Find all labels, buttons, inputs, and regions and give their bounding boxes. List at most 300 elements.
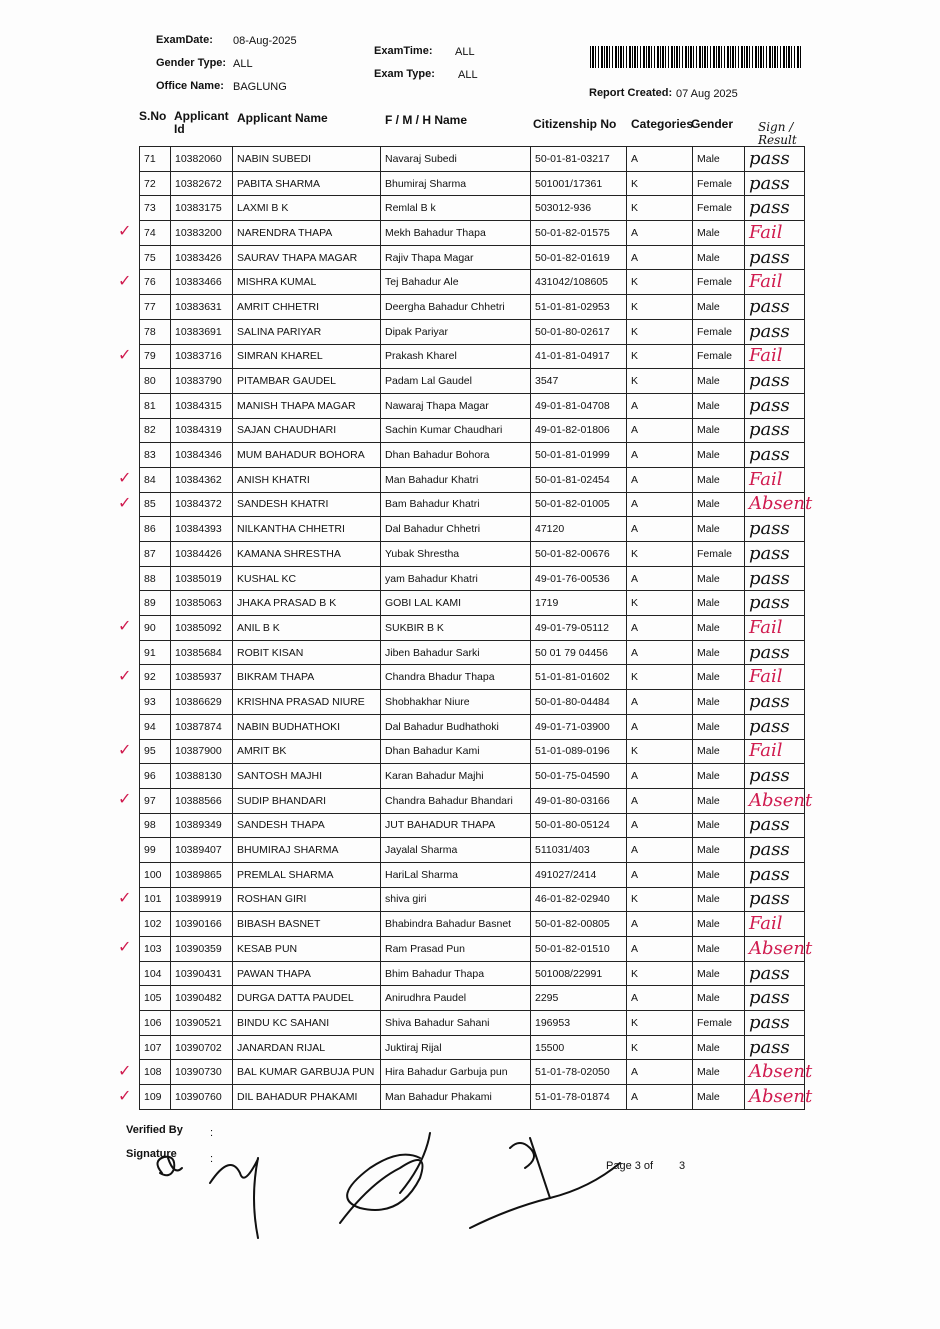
row-category: K — [627, 665, 693, 690]
red-tick-mark: ✓ — [118, 272, 132, 290]
row-sno: 100 — [140, 862, 171, 887]
row-applicant-id: 10389407 — [171, 838, 233, 863]
row-gender: Male — [693, 640, 745, 665]
row-citizenship: 50-01-82-01619 — [531, 245, 627, 270]
row-applicant-name: BIKRAM THAPA — [233, 665, 381, 690]
row-applicant-id: 10390521 — [171, 1011, 233, 1036]
row-citizenship: 49-01-76-00536 — [531, 566, 627, 591]
table-row — [140, 418, 805, 443]
row-gender: Male — [693, 591, 745, 616]
row-fmh-name: Anirudhra Paudel — [381, 986, 531, 1011]
row-fmh-name: Man Bahadur Khatri — [381, 467, 531, 492]
row-category: K — [627, 887, 693, 912]
row-result: Absent — [745, 492, 805, 517]
row-category: A — [627, 393, 693, 418]
verified-by-colon: : — [210, 1127, 214, 1139]
row-applicant-id: 10390702 — [171, 1035, 233, 1060]
row-fmh-name: Jiben Bahadur Sarki — [381, 640, 531, 665]
table-row — [140, 492, 805, 517]
row-category: A — [627, 443, 693, 468]
row-fmh-name: Shiva Bahadur Sahani — [381, 1011, 531, 1036]
row-applicant-name: KRISHNA PRASAD NIURE — [233, 690, 381, 715]
row-applicant-name: PABITA SHARMA — [233, 171, 381, 196]
row-result: Fail — [745, 221, 805, 246]
row-applicant-name: NILKANTHA CHHETRI — [233, 517, 381, 542]
row-sno: 81 — [140, 393, 171, 418]
row-applicant-id: 10390760 — [171, 1085, 233, 1110]
gender-type-value: ALL — [233, 58, 253, 70]
row-category: A — [627, 245, 693, 270]
office-name-label: Office Name: — [156, 80, 224, 92]
row-sno: 99 — [140, 838, 171, 863]
table-row — [140, 616, 805, 641]
row-fmh-name: Sachin Kumar Chaudhari — [381, 418, 531, 443]
table-row — [140, 295, 805, 320]
row-citizenship: 196953 — [531, 1011, 627, 1036]
row-applicant-id: 10385092 — [171, 616, 233, 641]
row-applicant-name: PREMLAL SHARMA — [233, 862, 381, 887]
row-sno: 83 — [140, 443, 171, 468]
table-row — [140, 221, 805, 246]
row-result: pass — [745, 961, 805, 986]
row-applicant-id: 10390431 — [171, 961, 233, 986]
row-sno: 91 — [140, 640, 171, 665]
table-row — [140, 1035, 805, 1060]
row-result: pass — [745, 369, 805, 394]
row-category: A — [627, 912, 693, 937]
row-citizenship: 431042/108605 — [531, 270, 627, 295]
row-citizenship: 51-01-81-02953 — [531, 295, 627, 320]
row-category: A — [627, 1085, 693, 1110]
row-applicant-name: SALINA PARIYAR — [233, 319, 381, 344]
table-row — [140, 393, 805, 418]
row-gender: Male — [693, 393, 745, 418]
table-row — [140, 838, 805, 863]
row-sno: 79 — [140, 344, 171, 369]
row-gender: Male — [693, 665, 745, 690]
table-row — [140, 319, 805, 344]
row-citizenship: 50-01-82-01510 — [531, 937, 627, 962]
row-applicant-name: PAWAN THAPA — [233, 961, 381, 986]
red-tick-mark: ✓ — [118, 890, 132, 907]
row-category: K — [627, 1035, 693, 1060]
row-citizenship: 50-01-82-00676 — [531, 542, 627, 567]
row-category: A — [627, 616, 693, 641]
row-result: pass — [745, 542, 805, 567]
row-fmh-name: Tej Bahadur Ale — [381, 270, 531, 295]
row-result: Absent — [745, 788, 805, 813]
row-sno: 107 — [140, 1035, 171, 1060]
row-applicant-id: 10385937 — [171, 665, 233, 690]
row-citizenship: 50-01-80-04484 — [531, 690, 627, 715]
row-category: A — [627, 764, 693, 789]
row-category: K — [627, 344, 693, 369]
row-applicant-id: 10383631 — [171, 295, 233, 320]
row-category: A — [627, 937, 693, 962]
row-sno: 108 — [140, 1060, 171, 1085]
row-result: pass — [745, 690, 805, 715]
row-gender: Male — [693, 147, 745, 172]
row-sno: 71 — [140, 147, 171, 172]
row-sno: 86 — [140, 517, 171, 542]
row-category: A — [627, 862, 693, 887]
table-row — [140, 517, 805, 542]
row-fmh-name: Bhim Bahadur Thapa — [381, 961, 531, 986]
row-gender: Male — [693, 492, 745, 517]
row-category: A — [627, 640, 693, 665]
row-fmh-name: JUT BAHADUR THAPA — [381, 813, 531, 838]
row-gender: Female — [693, 542, 745, 567]
row-citizenship: 49-01-82-01806 — [531, 418, 627, 443]
row-applicant-id: 10389865 — [171, 862, 233, 887]
row-category: A — [627, 788, 693, 813]
red-tick-mark: ✓ — [118, 494, 132, 512]
table-row — [140, 937, 805, 962]
col-sno: S.No — [139, 109, 167, 123]
row-sno: 72 — [140, 171, 171, 196]
row-gender: Male — [693, 862, 745, 887]
table-row — [140, 369, 805, 394]
row-fmh-name: Yubak Shrestha — [381, 542, 531, 567]
row-result: pass — [745, 393, 805, 418]
row-applicant-id: 10390166 — [171, 912, 233, 937]
row-category: A — [627, 986, 693, 1011]
row-fmh-name: Dal Bahadur Chhetri — [381, 517, 531, 542]
red-tick-mark: ✓ — [118, 791, 132, 809]
row-result: Fail — [745, 344, 805, 369]
row-sno: 78 — [140, 319, 171, 344]
row-category: A — [627, 517, 693, 542]
row-gender: Male — [693, 517, 745, 542]
row-citizenship: 49-01-79-05112 — [531, 616, 627, 641]
row-category: K — [627, 542, 693, 567]
red-tick-mark: ✓ — [118, 346, 132, 364]
row-citizenship: 15500 — [531, 1035, 627, 1060]
row-citizenship: 1719 — [531, 591, 627, 616]
table-row — [140, 986, 805, 1011]
table-row — [140, 171, 805, 196]
row-sno: 106 — [140, 1011, 171, 1036]
row-fmh-name: SUKBIR B K — [381, 616, 531, 641]
gender-type-label: Gender Type: — [156, 57, 227, 69]
row-applicant-id: 10385019 — [171, 566, 233, 591]
row-fmh-name: Deergha Bahadur Chhetri — [381, 295, 531, 320]
row-applicant-name: BHUMIRAJ SHARMA — [233, 838, 381, 863]
row-gender: Male — [693, 714, 745, 739]
row-result: Fail — [745, 616, 805, 641]
row-result: Fail — [745, 739, 805, 764]
table-row — [140, 196, 805, 221]
handwritten-signatures-image — [150, 1128, 620, 1238]
row-sno: 75 — [140, 245, 171, 270]
row-citizenship: 50 01 79 04456 — [531, 640, 627, 665]
col-citizenship: Citizenship No — [533, 117, 617, 131]
row-applicant-name: BAL KUMAR GARBUJA PUN — [233, 1060, 381, 1085]
row-applicant-name: MANISH THAPA MAGAR — [233, 393, 381, 418]
row-fmh-name: Jayalal Sharma — [381, 838, 531, 863]
row-sno: 89 — [140, 591, 171, 616]
red-tick-mark: ✓ — [118, 223, 132, 241]
row-applicant-name: PITAMBAR GAUDEL — [233, 369, 381, 394]
row-fmh-name: Man Bahadur Phakami — [381, 1085, 531, 1110]
red-tick-mark: ✓ — [118, 1062, 132, 1080]
page-label: Page 3 of — [606, 1160, 654, 1172]
row-gender: Female — [693, 319, 745, 344]
row-fmh-name: Dal Bahadur Budhathoki — [381, 714, 531, 739]
row-gender: Male — [693, 788, 745, 813]
row-gender: Male — [693, 1085, 745, 1110]
table-row — [140, 344, 805, 369]
row-applicant-name: SAURAV THAPA MAGAR — [233, 245, 381, 270]
table-row — [140, 591, 805, 616]
row-gender: Male — [693, 616, 745, 641]
row-result: pass — [745, 245, 805, 270]
col-applicant-name: Applicant Name — [237, 111, 328, 125]
row-applicant-name: ANISH KHATRI — [233, 467, 381, 492]
table-row — [140, 862, 805, 887]
row-sno: 88 — [140, 566, 171, 591]
row-category: A — [627, 838, 693, 863]
row-citizenship: 50-01-82-01005 — [531, 492, 627, 517]
applicant-rows — [140, 147, 813, 1110]
row-citizenship: 50-01-80-05124 — [531, 813, 627, 838]
row-applicant-id: 10386629 — [171, 690, 233, 715]
row-applicant-name: DIL BAHADUR PHAKAMI — [233, 1085, 381, 1110]
row-sno: 102 — [140, 912, 171, 937]
row-result: Fail — [745, 912, 805, 937]
row-result: pass — [745, 591, 805, 616]
row-citizenship: 51-01-78-01874 — [531, 1085, 627, 1110]
row-applicant-name: AMRIT BK — [233, 739, 381, 764]
row-applicant-id: 10382672 — [171, 171, 233, 196]
row-citizenship: 50-01-81-01999 — [531, 443, 627, 468]
row-gender: Male — [693, 221, 745, 246]
row-gender: Male — [693, 566, 745, 591]
row-sno: 103 — [140, 937, 171, 962]
row-applicant-id: 10384393 — [171, 517, 233, 542]
row-citizenship: 50-01-80-02617 — [531, 319, 627, 344]
col-gender: Gender — [691, 117, 734, 131]
row-result: pass — [745, 147, 805, 172]
row-fmh-name: Rajiv Thapa Magar — [381, 245, 531, 270]
row-applicant-name: NABIN SUBEDI — [233, 147, 381, 172]
row-citizenship: 3547 — [531, 369, 627, 394]
row-gender: Male — [693, 937, 745, 962]
row-applicant-name: MISHRA KUMAL — [233, 270, 381, 295]
row-gender: Male — [693, 443, 745, 468]
table-row — [140, 739, 805, 764]
row-gender: Male — [693, 838, 745, 863]
row-category: K — [627, 961, 693, 986]
row-citizenship: 51-01-78-02050 — [531, 1060, 627, 1085]
row-citizenship: 46-01-82-02940 — [531, 887, 627, 912]
row-result: pass — [745, 714, 805, 739]
row-applicant-name: LAXMI B K — [233, 196, 381, 221]
row-applicant-id: 10387874 — [171, 714, 233, 739]
row-result: pass — [745, 418, 805, 443]
row-citizenship: 511031/403 — [531, 838, 627, 863]
row-fmh-name: shiva giri — [381, 887, 531, 912]
row-sno: 109 — [140, 1085, 171, 1110]
row-sno: 87 — [140, 542, 171, 567]
row-gender: Female — [693, 1011, 745, 1036]
row-category: K — [627, 369, 693, 394]
row-sno: 80 — [140, 369, 171, 394]
table-row — [140, 566, 805, 591]
row-applicant-name: BIBASH BASNET — [233, 912, 381, 937]
row-applicant-id: 10388566 — [171, 788, 233, 813]
row-category: A — [627, 467, 693, 492]
row-fmh-name: Bhabindra Bahadur Basnet — [381, 912, 531, 937]
row-applicant-id: 10390730 — [171, 1060, 233, 1085]
table-row — [140, 467, 805, 492]
row-category: K — [627, 739, 693, 764]
red-tick-mark: ✓ — [118, 667, 132, 685]
row-fmh-name: Hira Bahadur Garbuja pun — [381, 1060, 531, 1085]
table-row — [140, 1060, 805, 1085]
row-applicant-id: 10384315 — [171, 393, 233, 418]
row-gender: Male — [693, 369, 745, 394]
row-applicant-name: SAJAN CHAUDHARI — [233, 418, 381, 443]
row-applicant-name: SANDESH KHATRI — [233, 492, 381, 517]
row-gender: Male — [693, 887, 745, 912]
row-gender: Male — [693, 764, 745, 789]
barcode-image — [590, 46, 802, 68]
table-row — [140, 443, 805, 468]
row-applicant-name: JANARDAN RIJAL — [233, 1035, 381, 1060]
col-sign-result: Sign / Result — [758, 120, 797, 147]
row-result: pass — [745, 986, 805, 1011]
row-sno: 90 — [140, 616, 171, 641]
col-applicant-id: Applicant Id — [174, 109, 229, 136]
row-result: Absent — [745, 1060, 805, 1085]
row-applicant-id: 10383691 — [171, 319, 233, 344]
red-tick-mark: ✓ — [118, 618, 132, 636]
row-applicant-name: JHAKA PRASAD B K — [233, 591, 381, 616]
row-sno: 85 — [140, 492, 171, 517]
row-gender: Male — [693, 912, 745, 937]
row-result: Absent — [745, 1085, 805, 1110]
row-citizenship: 50-01-75-04590 — [531, 764, 627, 789]
row-fmh-name: HariLal Sharma — [381, 862, 531, 887]
row-category: K — [627, 270, 693, 295]
row-applicant-id: 10384426 — [171, 542, 233, 567]
row-result: pass — [745, 517, 805, 542]
red-tick-mark: ✓ — [118, 470, 132, 488]
row-gender: Female — [693, 344, 745, 369]
exam-time-value: ALL — [455, 46, 475, 58]
exam-type-value: ALL — [458, 69, 478, 81]
row-sno: 104 — [140, 961, 171, 986]
row-category: A — [627, 1060, 693, 1085]
row-citizenship: 47120 — [531, 517, 627, 542]
row-applicant-id: 10389349 — [171, 813, 233, 838]
row-fmh-name: GOBI LAL KAMI — [381, 591, 531, 616]
table-row — [140, 542, 805, 567]
row-result: pass — [745, 295, 805, 320]
row-result: Fail — [745, 467, 805, 492]
row-category: K — [627, 171, 693, 196]
row-sno: 84 — [140, 467, 171, 492]
row-fmh-name: Chandra Bhadur Thapa — [381, 665, 531, 690]
row-applicant-id: 10384319 — [171, 418, 233, 443]
row-fmh-name: Prakash Kharel — [381, 344, 531, 369]
row-fmh-name: Remlal B k — [381, 196, 531, 221]
table-row — [140, 665, 805, 690]
row-fmh-name: Nawaraj Thapa Magar — [381, 393, 531, 418]
row-category: K — [627, 196, 693, 221]
table-row — [140, 270, 805, 295]
row-applicant-id: 10384346 — [171, 443, 233, 468]
row-sno: 76 — [140, 270, 171, 295]
row-gender: Male — [693, 961, 745, 986]
row-citizenship: 501008/22991 — [531, 961, 627, 986]
row-result: Fail — [745, 270, 805, 295]
table-row — [140, 245, 805, 270]
exam-date-label: ExamDate: — [156, 34, 213, 46]
row-result: Fail — [745, 665, 805, 690]
red-tick-mark: ✓ — [118, 1087, 132, 1105]
row-citizenship: 501001/17361 — [531, 171, 627, 196]
row-applicant-name: KAMANA SHRESTHA — [233, 542, 381, 567]
row-applicant-name: NABIN BUDHATHOKI — [233, 714, 381, 739]
row-result: pass — [745, 862, 805, 887]
row-citizenship: 503012-936 — [531, 196, 627, 221]
row-category: K — [627, 295, 693, 320]
row-applicant-id: 10383175 — [171, 196, 233, 221]
row-category: K — [627, 319, 693, 344]
row-sno: 98 — [140, 813, 171, 838]
row-fmh-name: Dhan Bahadur Bohora — [381, 443, 531, 468]
row-result: pass — [745, 887, 805, 912]
exam-type-label: Exam Type: — [374, 68, 435, 80]
col-fmh-name: F / M / H Name — [385, 113, 468, 127]
row-result: pass — [745, 838, 805, 863]
row-gender: Female — [693, 270, 745, 295]
table-row — [140, 1011, 805, 1036]
row-category: A — [627, 492, 693, 517]
row-category: A — [627, 418, 693, 443]
row-applicant-name: SUDIP BHANDARI — [233, 788, 381, 813]
row-result: pass — [745, 319, 805, 344]
row-category: A — [627, 813, 693, 838]
row-gender: Male — [693, 1060, 745, 1085]
red-tick-mark: ✓ — [118, 939, 132, 957]
row-result: pass — [745, 1035, 805, 1060]
row-citizenship: 491027/2414 — [531, 862, 627, 887]
row-result: pass — [745, 171, 805, 196]
row-fmh-name: Dipak Pariyar — [381, 319, 531, 344]
row-category: A — [627, 566, 693, 591]
table-row — [140, 640, 805, 665]
table-row — [140, 714, 805, 739]
row-sno: 101 — [140, 887, 171, 912]
table-row — [140, 912, 805, 937]
row-fmh-name: Ram Prasad Pun — [381, 937, 531, 962]
row-result: pass — [745, 566, 805, 591]
row-applicant-name: ANIL B K — [233, 616, 381, 641]
row-applicant-id: 10383200 — [171, 221, 233, 246]
report-created-value: 07 Aug 2025 — [676, 88, 738, 100]
row-gender: Male — [693, 986, 745, 1011]
row-result: Absent — [745, 937, 805, 962]
row-applicant-id: 10388130 — [171, 764, 233, 789]
row-fmh-name: yam Bahadur Khatri — [381, 566, 531, 591]
row-applicant-id: 10383716 — [171, 344, 233, 369]
row-category: A — [627, 147, 693, 172]
row-fmh-name: Padam Lal Gaudel — [381, 369, 531, 394]
row-sno: 105 — [140, 986, 171, 1011]
